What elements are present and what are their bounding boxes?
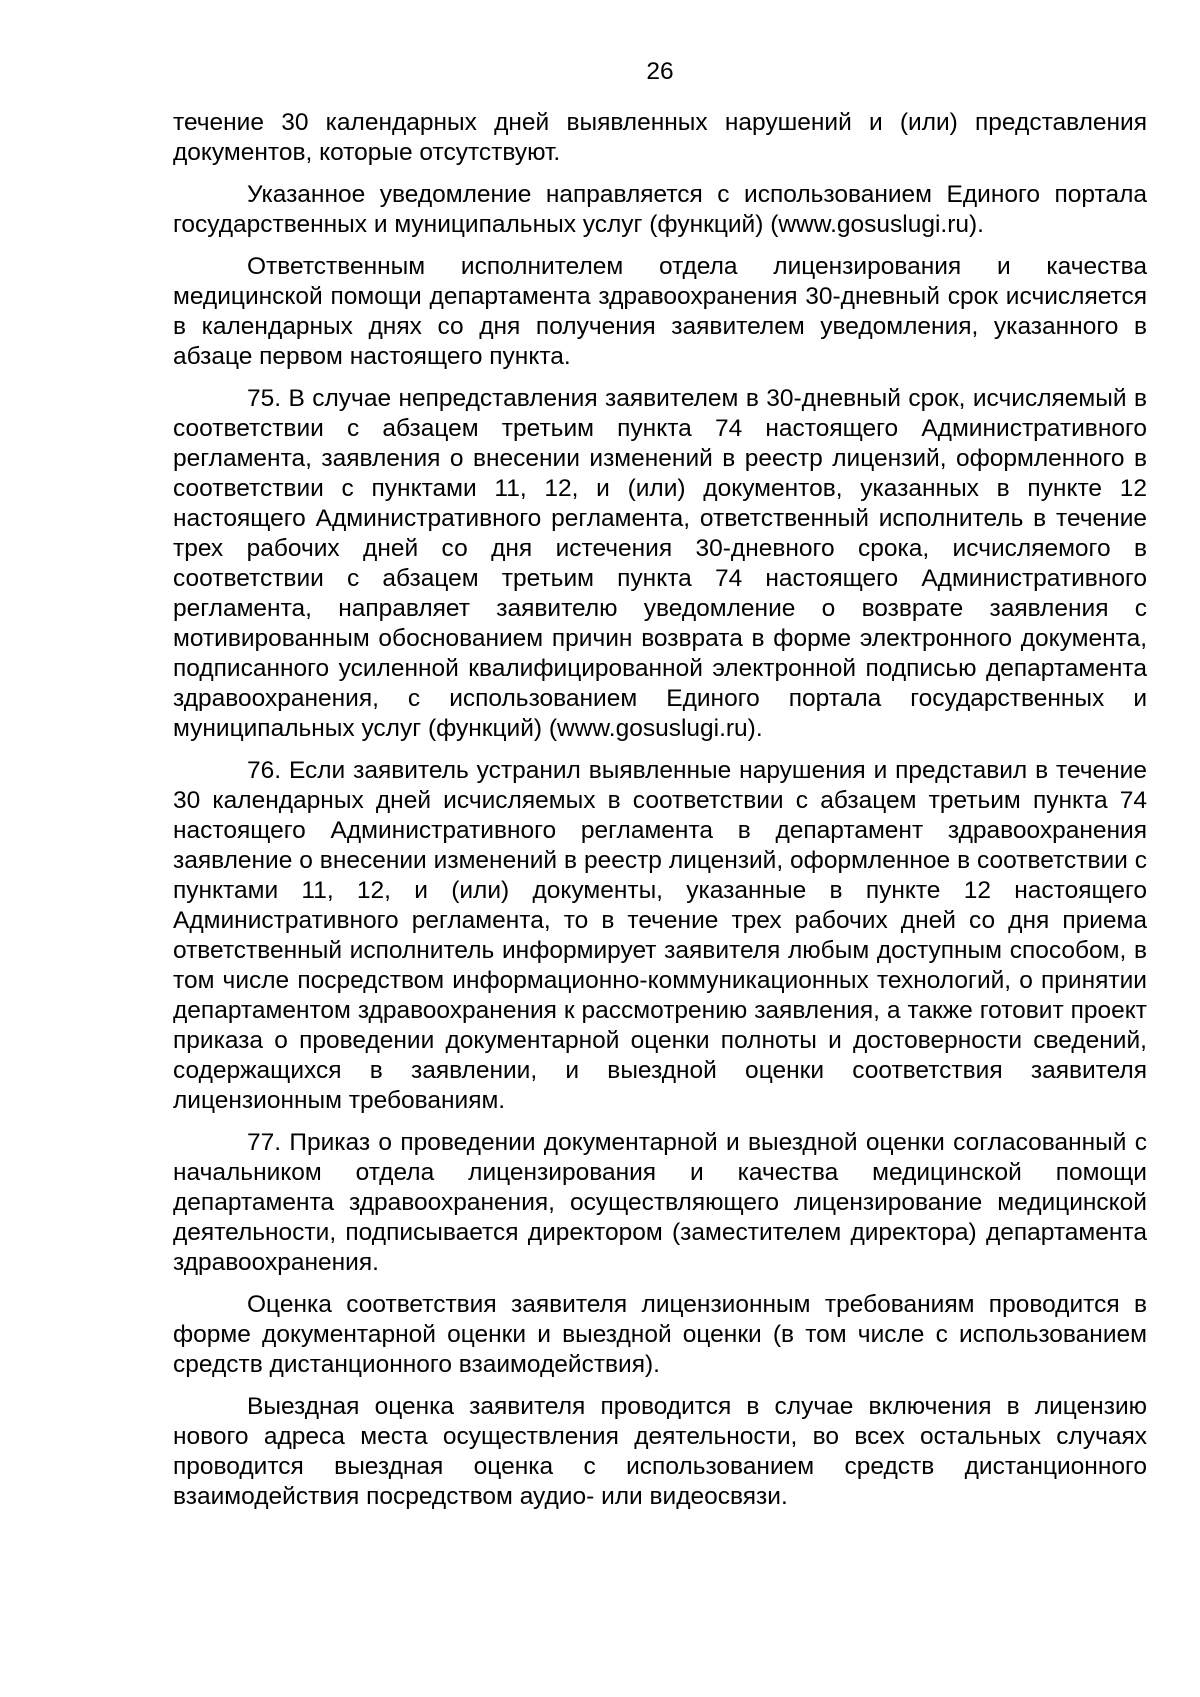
document-page (173, 56, 1147, 1524)
paragraph-onsite-assessment: Выездная оценка заявителя проводится в случае включения в лицензию нового адреса места осуществления деятельности, во всех остальных случаях проводится выездная оценка с использованием средств дистанционного взаимодействия посредством аудио- или видеосвязи. (173, 1393, 1147, 1510)
paragraph-item-77: 77. Приказ о проведении документарной и выездной оценки согласованный с начальником отдела лицензирования и качества медицинской помощи департамента здравоохранения, осуществляющего лицензирование медицинской деятельности, подписывается директором (заместителем директора) департамента здравоохранения. (173, 1129, 1147, 1276)
paragraph-continuation: течение 30 календарных дней выявленных нарушений и (или) представления документов, которые отсутствуют. (173, 109, 1147, 166)
paragraph-compliance-assessment: Оценка соответствия заявителя лицензионным требованиям проводится в форме документарной оценки и выездной оценки (в том числе с использованием средств дистанционного взаимодействия). (173, 1291, 1147, 1378)
paragraph-notification-portal: Указанное уведомление направляется с использованием Единого портала государственных и муниципальных услуг (функций) (www.gosuslugi.ru). (173, 181, 1147, 238)
paragraph-item-75: 75. В случае непредставления заявителем в 30-дневный срок, исчисляемый в соответствии с абзацем третьим пункта 74 настоящего Административного регламента, заявления о внесении изменений в реестр лицензий, оформленного в соответствии с пунктами 11, 12, и (или) документов, указанных в пункте 12 настоящего Административного регламента, ответственный исполнитель в течение трех рабочих дней со дня истечения 30-дневного срока, исчисляемого в соответствии с абзацем третьим пункта 74 настоящего Административного регламента, направляет заявителю уведомление о возврате заявления с мотивированным обоснованием причин возврата в форме электронного документа, подписанного усиленной квалифицированной электронной подписью департамента здравоохранения, с использованием Единого портала государственных и муниципальных услуг (функций) (www.gosuslugi.ru). (173, 385, 1147, 742)
page-number: 26 (646, 58, 674, 85)
paragraph-30-day-term: Ответственным исполнителем отдела лицензирования и качества медицинской помощи департамента здравоохранения 30-дневный срок исчисляется в календарных днях со дня получения заявителем уведомления, указанного в абзаце первом настоящего пункта. (173, 253, 1147, 370)
paragraph-item-76: 76. Если заявитель устранил выявленные нарушения и представил в течение 30 календарных дней исчисляемых в соответствии с абзацем третьим пункта 74 настоящего Административного регламента в департамент здравоохранения заявление о внесении изменений в реестр лицензий, оформленное в соответствии с пунктами 11, 12, и (или) документы, указанные в пункте 12 настоящего Административного регламента, то в течение трех рабочих дней со дня приема ответственный исполнитель информирует заявителя любым доступным способом, в том числе посредством информационно-коммуникационных технологий, о принятии департаментом здравоохранения к рассмотрению заявления, а также готовит проект приказа о проведении документарной оценки полноты и достоверности сведений, содержащихся в заявлении, и выездной оценки соответствия заявителя лицензионным требованиям. (173, 757, 1147, 1114)
